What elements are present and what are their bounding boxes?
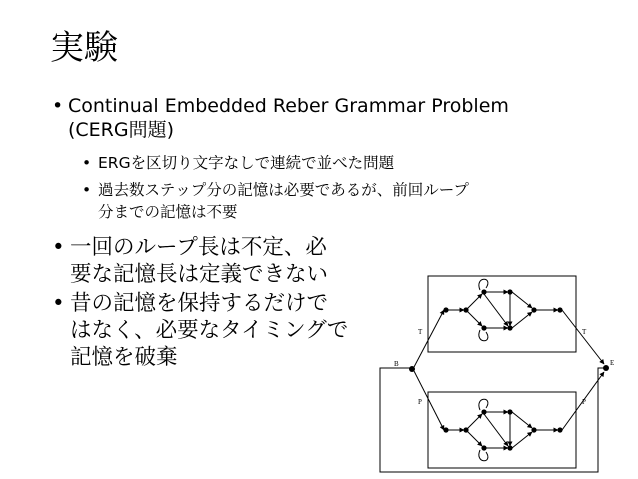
embedded-reber-grammar-diagram <box>376 268 626 476</box>
slide-title: 実験 <box>50 28 118 68</box>
bullet-dot: • <box>52 235 65 260</box>
bullet-text-line: (CERG問題) <box>68 119 175 141</box>
node-end <box>603 365 609 371</box>
embedded-grammar-top-box <box>428 276 576 352</box>
bullet-text-line: はなく、必要なタイミングで <box>70 318 349 343</box>
bullet-text-line: 過去数ステップ分の記憶は必要であるが、前回ループ <box>98 181 469 199</box>
label-t-in: T <box>418 328 423 336</box>
edge-top-to-e <box>562 310 604 364</box>
bullet-cerg-problem <box>52 94 592 142</box>
bullet-text-line: ERGを区切り文字なしで連続で並べた問題 <box>98 154 395 172</box>
label-end: E <box>610 359 615 367</box>
sub-bullet-erg-concat <box>82 152 602 174</box>
bullet-text-line: 分までの記憶は不要 <box>98 203 238 221</box>
sub-bullet-memory-need <box>82 179 602 223</box>
bullet-text-line: 一回のループ長は不定、必 <box>70 235 327 260</box>
bullet-dot: • <box>82 154 92 172</box>
label-p-in: P <box>418 398 422 406</box>
reber-graph-top <box>446 279 558 341</box>
bullet-text-line: 昔の記憶を保持するだけで <box>70 291 329 316</box>
bullet-dot: • <box>52 291 65 316</box>
bullet-text-line: 要な記憶長は定義できない <box>70 262 329 287</box>
bullet-text-line: 記憶を破棄 <box>70 345 178 370</box>
feedback-loop-line <box>380 368 606 472</box>
bullet-loop-length <box>52 234 382 288</box>
bullet-text-line: Continual Embedded Reber Grammar Problem <box>68 95 509 117</box>
bullet-forget-memory <box>52 290 382 371</box>
label-begin: B <box>394 360 399 368</box>
node-begin <box>409 366 415 372</box>
bullet-dot: • <box>52 95 64 117</box>
bullet-dot: • <box>82 181 92 199</box>
label-p-out: P <box>582 398 586 406</box>
reber-graph-bottom <box>446 399 558 461</box>
edge-b-to-top <box>414 310 444 367</box>
label-t-out: T <box>582 328 587 336</box>
